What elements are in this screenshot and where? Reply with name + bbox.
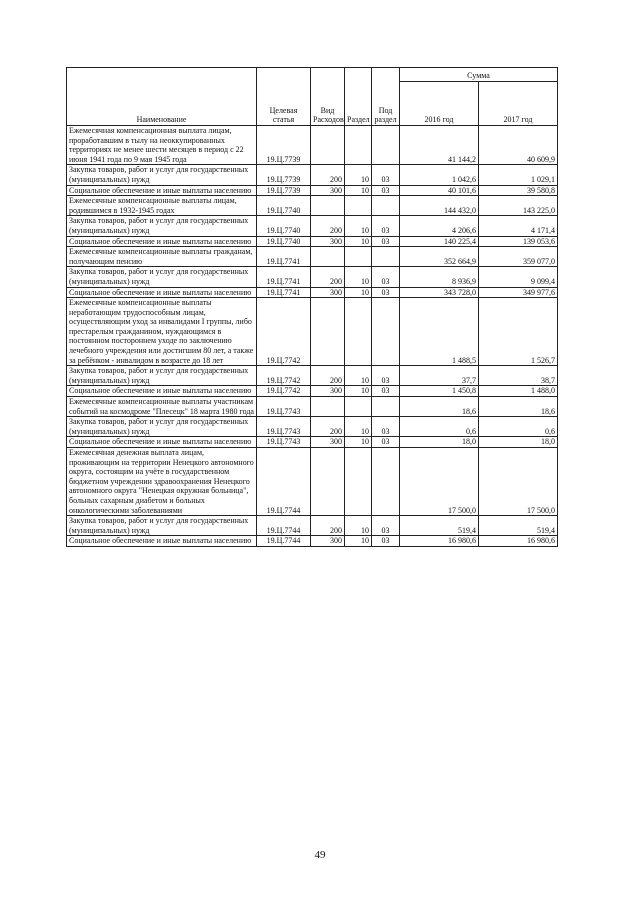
row-subsection [372, 196, 400, 216]
row-name: Закупка товаров, работ и услуг для государственных (муниципальных) нужд [67, 417, 257, 437]
table-row [67, 397, 558, 417]
header-sum: Сумма [400, 68, 558, 82]
row-target-article: 19.Ц.7739 [257, 185, 311, 196]
row-target-article: 19.Ц.7741 [257, 267, 311, 287]
row-section: 10 [345, 386, 372, 397]
row-amount-2016: 16 980,6 [400, 536, 479, 547]
row-target-article: 19.Ц.7741 [257, 247, 311, 267]
header-year-2016: 2016 год [400, 82, 479, 126]
row-expense-type: 200 [311, 267, 345, 287]
row-subsection: 03 [372, 516, 400, 536]
row-amount-2016: 41 144,2 [400, 126, 479, 165]
row-expense-type: 300 [311, 236, 345, 247]
row-name: Ежемесячные компенсационные выплаты гражданам, получающим пенсию [67, 247, 257, 267]
row-target-article: 19.Ц.7744 [257, 448, 311, 516]
row-target-article: 19.Ц.7741 [257, 287, 311, 298]
row-subsection: 03 [372, 165, 400, 185]
row-amount-2016: 40 101,6 [400, 185, 479, 196]
row-name: Закупка товаров, работ и услуг для государственных (муниципальных) нужд [67, 165, 257, 185]
table-row [67, 366, 558, 386]
row-subsection: 03 [372, 417, 400, 437]
table-row [67, 298, 558, 366]
row-expense-type: 300 [311, 287, 345, 298]
row-name: Социальное обеспечение и иные выплаты населению [67, 236, 257, 247]
row-amount-2017: 0,6 [479, 417, 558, 437]
row-subsection: 03 [372, 185, 400, 196]
row-amount-2017: 16 980,6 [479, 536, 558, 547]
table-row [67, 185, 558, 196]
row-amount-2016: 18,0 [400, 437, 479, 448]
table-row [67, 216, 558, 236]
row-name: Социальное обеспечение и иные выплаты населению [67, 437, 257, 448]
table-row [67, 516, 558, 536]
row-amount-2017: 4 171,4 [479, 216, 558, 236]
row-expense-type: 300 [311, 386, 345, 397]
table-row [67, 196, 558, 216]
row-amount-2017: 39 580,8 [479, 185, 558, 196]
row-section: 10 [345, 267, 372, 287]
row-name: Закупка товаров, работ и услуг для государственных (муниципальных) нужд [67, 267, 257, 287]
row-name: Социальное обеспечение и иные выплаты населению [67, 185, 257, 196]
row-section: 10 [345, 185, 372, 196]
table-row [67, 437, 558, 448]
row-section: 10 [345, 165, 372, 185]
page-number: 49 [314, 849, 326, 861]
row-name: Социальное обеспечение и иные выплаты населению [67, 386, 257, 397]
row-name: Ежемесячные компенсационные выплаты участникам событий на космодроме "Плесецк" 18 марта 1980 года [67, 397, 257, 417]
row-expense-type: 200 [311, 366, 345, 386]
row-amount-2016: 8 936,9 [400, 267, 479, 287]
row-amount-2017: 139 053,6 [479, 236, 558, 247]
table-row [67, 165, 558, 185]
row-name: Закупка товаров, работ и услуг для государственных (муниципальных) нужд [67, 516, 257, 536]
row-amount-2017: 17 500,0 [479, 448, 558, 516]
row-target-article: 19.Ц.7740 [257, 196, 311, 216]
header-year-2017: 2017 год [479, 82, 558, 126]
row-name: Ежемесячная компенсационная выплата лицам, проработавшим в тылу на неоккупированных территориях не менее шести месяцев в период с 22 июня 1941 года по 9 мая 1945 года [67, 126, 257, 165]
row-amount-2016: 4 206,6 [400, 216, 479, 236]
row-amount-2017: 9 099,4 [479, 267, 558, 287]
table-row [67, 267, 558, 287]
table-row [67, 236, 558, 247]
row-target-article: 19.Ц.7742 [257, 298, 311, 366]
row-expense-type [311, 298, 345, 366]
row-amount-2016: 1 042,6 [400, 165, 479, 185]
row-amount-2016: 17 500,0 [400, 448, 479, 516]
row-subsection: 03 [372, 437, 400, 448]
header-expense-type: Вид Расходов [311, 68, 345, 126]
table-row [67, 417, 558, 437]
row-amount-2016: 0,6 [400, 417, 479, 437]
row-expense-type: 300 [311, 536, 345, 547]
row-target-article: 19.Ц.7739 [257, 165, 311, 185]
row-amount-2017: 18,0 [479, 437, 558, 448]
row-target-article: 19.Ц.7740 [257, 236, 311, 247]
row-name: Ежемесячные компенсационные выплаты лицам, родившимся в 1932-1945 годах [67, 196, 257, 216]
row-subsection [372, 397, 400, 417]
row-section: 10 [345, 516, 372, 536]
row-amount-2017: 1 526,7 [479, 298, 558, 366]
table-row [67, 448, 558, 516]
row-section: 10 [345, 216, 372, 236]
row-expense-type: 200 [311, 417, 345, 437]
row-subsection: 03 [372, 366, 400, 386]
row-section [345, 298, 372, 366]
row-amount-2016: 140 225,4 [400, 236, 479, 247]
row-name: Социальное обеспечение и иные выплаты населению [67, 536, 257, 547]
header-subsection: Под раздел [372, 68, 400, 126]
row-name: Закупка товаров, работ и услуг для государственных (муниципальных) нужд [67, 366, 257, 386]
table-row [67, 536, 558, 547]
row-amount-2016: 37,7 [400, 366, 479, 386]
row-subsection: 03 [372, 287, 400, 298]
row-subsection: 03 [372, 236, 400, 247]
row-subsection [372, 448, 400, 516]
row-section [345, 448, 372, 516]
row-subsection [372, 247, 400, 267]
row-section: 10 [345, 287, 372, 298]
table-row [67, 247, 558, 267]
row-amount-2016: 352 664,9 [400, 247, 479, 267]
row-amount-2016: 343 728,0 [400, 287, 479, 298]
row-expense-type [311, 247, 345, 267]
row-target-article: 19.Ц.7742 [257, 366, 311, 386]
row-amount-2017: 18,6 [479, 397, 558, 417]
row-expense-type: 200 [311, 516, 345, 536]
row-section [345, 126, 372, 165]
row-target-article: 19.Ц.7739 [257, 126, 311, 165]
row-target-article: 19.Ц.7743 [257, 397, 311, 417]
row-target-article: 19.Ц.7740 [257, 216, 311, 236]
row-target-article: 19.Ц.7743 [257, 437, 311, 448]
row-expense-type [311, 397, 345, 417]
row-section: 10 [345, 366, 372, 386]
row-expense-type: 300 [311, 437, 345, 448]
row-amount-2017: 359 077,0 [479, 247, 558, 267]
row-section [345, 196, 372, 216]
table-body [67, 126, 558, 547]
row-amount-2016: 1 450,8 [400, 386, 479, 397]
row-section: 10 [345, 236, 372, 247]
row-expense-type: 300 [311, 185, 345, 196]
row-subsection: 03 [372, 267, 400, 287]
table-row [67, 287, 558, 298]
budget-table [66, 67, 558, 547]
header-section: Раздел [345, 68, 372, 126]
row-name: Ежемесячная денежная выплата лицам, проживающим на территории Ненецкого автономного округа, состоящим на учёте в государственном бюджетном учреждении здравоохранения Ненецкого автономного округа "Ненецкая окружная больница", больных сахарным диабетом и больных онкологическими заболеваниями [67, 448, 257, 516]
row-section: 10 [345, 536, 372, 547]
row-amount-2017: 1 488,0 [479, 386, 558, 397]
row-name: Социальное обеспечение и иные выплаты населению [67, 287, 257, 298]
row-amount-2016: 18,6 [400, 397, 479, 417]
row-expense-type [311, 196, 345, 216]
row-subsection: 03 [372, 386, 400, 397]
row-subsection: 03 [372, 216, 400, 236]
row-section [345, 247, 372, 267]
row-expense-type: 200 [311, 165, 345, 185]
row-name: Закупка товаров, работ и услуг для государственных (муниципальных) нужд [67, 216, 257, 236]
row-amount-2016: 519,4 [400, 516, 479, 536]
header-target-article: Целевая статья [257, 68, 311, 126]
row-expense-type [311, 448, 345, 516]
table-row [67, 386, 558, 397]
table-row [67, 126, 558, 165]
row-expense-type: 200 [311, 216, 345, 236]
row-section [345, 397, 372, 417]
row-section: 10 [345, 437, 372, 448]
row-subsection: 03 [372, 536, 400, 547]
row-subsection [372, 298, 400, 366]
row-target-article: 19.Ц.7744 [257, 516, 311, 536]
table-header [67, 68, 558, 126]
row-amount-2016: 1 488,5 [400, 298, 479, 366]
row-target-article: 19.Ц.7744 [257, 536, 311, 547]
row-target-article: 19.Ц.7742 [257, 386, 311, 397]
row-amount-2017: 519,4 [479, 516, 558, 536]
row-amount-2017: 40 609,9 [479, 126, 558, 165]
row-amount-2017: 349 977,6 [479, 287, 558, 298]
row-amount-2017: 1 029,1 [479, 165, 558, 185]
row-name: Ежемесячные компенсационные выплаты неработающим трудоспособным лицам, осуществляющим уход за инвалидами I группы, либо престарелым гражданином, нуждающимся в постоянном постороннем уходе по заключению лечебного учреждения или достигшим 80 лет, а также за ребёнком - инвалидом в возрасте до 18 лет [67, 298, 257, 366]
header-name: Наименование [67, 68, 257, 126]
row-amount-2016: 144 432,0 [400, 196, 479, 216]
row-expense-type [311, 126, 345, 165]
row-subsection [372, 126, 400, 165]
row-target-article: 19.Ц.7743 [257, 417, 311, 437]
row-amount-2017: 38,7 [479, 366, 558, 386]
row-amount-2017: 143 225,0 [479, 196, 558, 216]
row-section: 10 [345, 417, 372, 437]
